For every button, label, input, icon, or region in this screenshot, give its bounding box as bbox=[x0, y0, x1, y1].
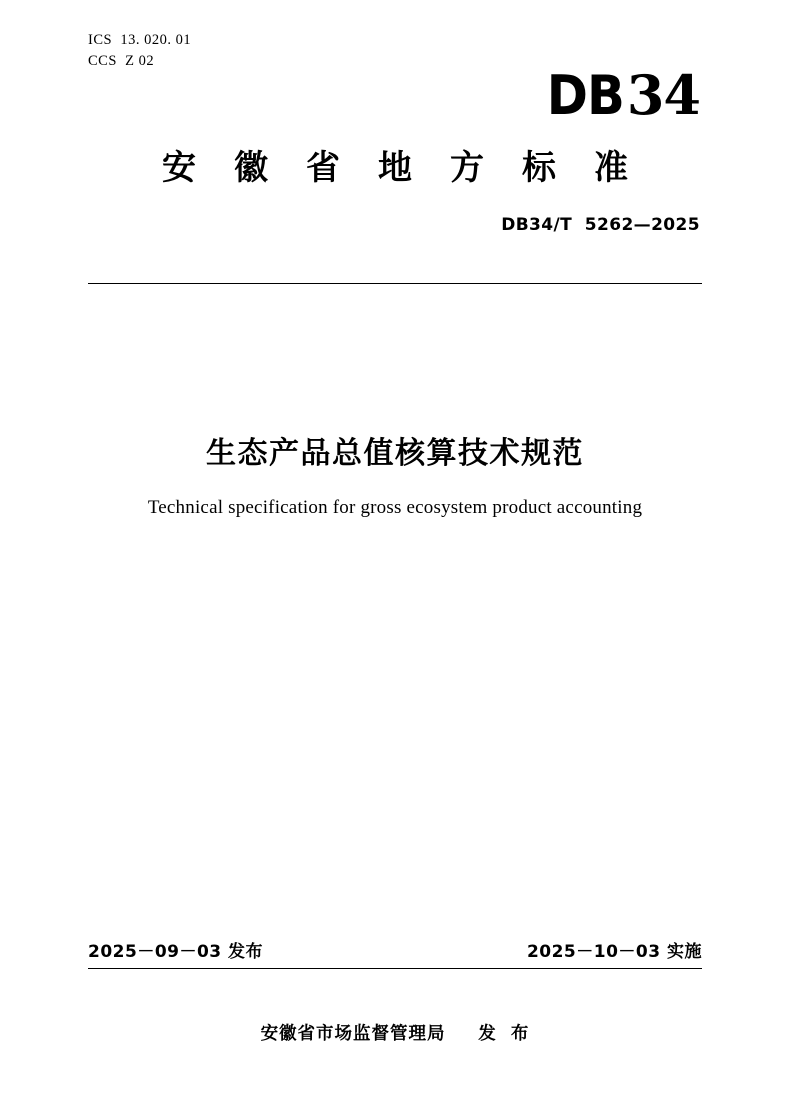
authority-char-4: 地 bbox=[378, 148, 412, 188]
db34-emblem bbox=[540, 63, 700, 127]
authority-char-2: 徽 bbox=[234, 148, 268, 188]
issue-date: 2025－09－03 发布 bbox=[88, 942, 264, 962]
document-title-chinese: 生态产品总值核算技术规范 bbox=[206, 436, 584, 471]
header-divider bbox=[88, 283, 702, 284]
document-title-english: Technical specification for gross ecosystem product accounting bbox=[147, 497, 643, 518]
implementation-date: 2025－10－03 实施 bbox=[526, 942, 702, 962]
authority-char-1: 安 bbox=[162, 148, 196, 188]
standard-number: DB34/T 5262—2025 bbox=[501, 215, 700, 235]
issuing-authority-title bbox=[88, 148, 702, 189]
ics-code: ICS 13. 020. 01 bbox=[88, 32, 192, 48]
authority-char-3: 省 bbox=[306, 148, 340, 188]
date-row bbox=[88, 937, 702, 962]
authority-char-5: 方 bbox=[450, 148, 484, 188]
publisher-line: 安徽省市场监督管理局 发 布 bbox=[260, 1024, 530, 1044]
authority-char-7: 准 bbox=[594, 148, 628, 188]
db-emblem-number: 34 bbox=[626, 63, 700, 127]
db-emblem-letters: DB bbox=[546, 64, 624, 127]
footer-divider bbox=[88, 968, 702, 969]
classification-codes bbox=[88, 30, 191, 72]
authority-char-6: 标 bbox=[522, 148, 556, 188]
ccs-code: CCS Z 02 bbox=[88, 53, 155, 70]
